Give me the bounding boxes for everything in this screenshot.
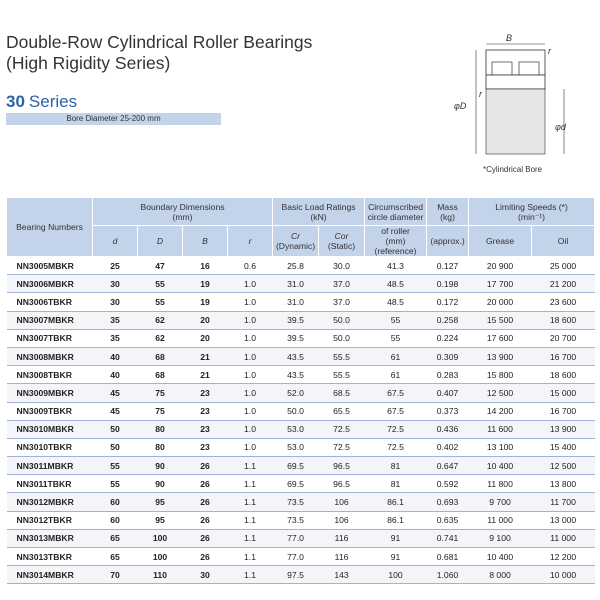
- cell-num: NN3008MBKR: [7, 347, 93, 365]
- col-boundary-dimensions: Boundary Dimensions (mm): [93, 198, 273, 226]
- cell-cr: 50.0: [273, 402, 319, 420]
- cell-B: 21: [183, 366, 228, 384]
- cell-cor: 50.0: [319, 329, 365, 347]
- cell-oil: 13 900: [532, 420, 595, 438]
- cell-grease: 11 000: [469, 511, 532, 529]
- cell-r: 1.1: [228, 511, 273, 529]
- cell-r: 1.0: [228, 402, 273, 420]
- cell-B: 16: [183, 257, 228, 275]
- cell-r: 1.1: [228, 457, 273, 475]
- cell-cor: 55.5: [319, 347, 365, 365]
- cell-B: 23: [183, 438, 228, 456]
- title-line-1: Double-Row Cylindrical Roller Bearings: [6, 32, 313, 52]
- table-row: [7, 548, 595, 566]
- table-row: [7, 311, 595, 329]
- cell-D: 100: [138, 529, 183, 547]
- cell-circ: 48.5: [365, 275, 427, 293]
- dimension-phid-label: φd: [555, 122, 566, 132]
- page-title: [6, 32, 312, 74]
- cell-grease: 11 600: [469, 420, 532, 438]
- cell-mass: 0.283: [427, 366, 469, 384]
- cell-grease: 11 800: [469, 475, 532, 493]
- cell-mass: 0.407: [427, 384, 469, 402]
- cell-D: 62: [138, 311, 183, 329]
- diagram-caption: *Cylindrical Bore: [483, 165, 543, 174]
- cell-r: 1.1: [228, 566, 273, 584]
- table-row: [7, 275, 595, 293]
- cell-cor: 37.0: [319, 275, 365, 293]
- cell-r: 1.0: [228, 329, 273, 347]
- table-row: [7, 257, 595, 275]
- cell-cr: 97.5: [273, 566, 319, 584]
- cell-mass: 0.402: [427, 438, 469, 456]
- cell-circ: 91: [365, 548, 427, 566]
- inner-ring-shaded: [486, 89, 545, 154]
- cell-oil: 11 700: [532, 493, 595, 511]
- cell-num: NN3006TBKR: [7, 293, 93, 311]
- cell-r: 1.1: [228, 475, 273, 493]
- cell-r: 1.0: [228, 347, 273, 365]
- cell-num: NN3010TBKR: [7, 438, 93, 456]
- cell-D: 80: [138, 438, 183, 456]
- cell-grease: 17 600: [469, 329, 532, 347]
- cell-num: NN3007TBKR: [7, 329, 93, 347]
- cell-grease: 13 900: [469, 347, 532, 365]
- col-circumscribed: Circumscribed circle diameter: [365, 198, 427, 226]
- cell-d: 40: [93, 366, 138, 384]
- specification-table: [6, 197, 595, 584]
- cell-mass: 0.693: [427, 493, 469, 511]
- table-row: [7, 511, 595, 529]
- cell-r: 1.0: [228, 420, 273, 438]
- col-mass-sub: (approx.): [427, 226, 469, 257]
- cell-circ: 55: [365, 311, 427, 329]
- table-row: [7, 329, 595, 347]
- cell-D: 90: [138, 475, 183, 493]
- cell-oil: 23 600: [532, 293, 595, 311]
- cell-B: 19: [183, 293, 228, 311]
- cell-cor: 96.5: [319, 475, 365, 493]
- cell-D: 95: [138, 511, 183, 529]
- cell-d: 65: [93, 548, 138, 566]
- cell-cr: 39.5: [273, 329, 319, 347]
- cell-mass: 0.258: [427, 311, 469, 329]
- cell-cor: 106: [319, 511, 365, 529]
- cell-cor: 50.0: [319, 311, 365, 329]
- cell-r: 1.1: [228, 529, 273, 547]
- cell-num: NN3009MBKR: [7, 384, 93, 402]
- cell-oil: 10 000: [532, 566, 595, 584]
- cell-circ: 81: [365, 475, 427, 493]
- cell-mass: 0.741: [427, 529, 469, 547]
- cell-B: 26: [183, 493, 228, 511]
- cell-cr: 31.0: [273, 275, 319, 293]
- cell-cr: 69.5: [273, 457, 319, 475]
- cell-grease: 10 400: [469, 548, 532, 566]
- col-oil: Oil: [532, 226, 595, 257]
- cell-oil: 13 000: [532, 511, 595, 529]
- cell-mass: 1.060: [427, 566, 469, 584]
- cell-num: NN3014MBKR: [7, 566, 93, 584]
- cell-d: 40: [93, 347, 138, 365]
- cell-oil: 18 600: [532, 311, 595, 329]
- cell-oil: 13 800: [532, 475, 595, 493]
- cell-cor: 143: [319, 566, 365, 584]
- cell-D: 90: [138, 457, 183, 475]
- cell-grease: 9 100: [469, 529, 532, 547]
- cell-mass: 0.373: [427, 402, 469, 420]
- cell-r: 1.0: [228, 438, 273, 456]
- col-mass: Mass (kg): [427, 198, 469, 226]
- cell-cor: 106: [319, 493, 365, 511]
- cell-r: 1.0: [228, 293, 273, 311]
- table-row: [7, 529, 595, 547]
- cell-cr: 43.5: [273, 366, 319, 384]
- col-basic-load-ratings: Basic Load Ratings (kN): [273, 198, 365, 226]
- cell-grease: 12 500: [469, 384, 532, 402]
- cell-D: 68: [138, 366, 183, 384]
- cell-num: NN3005MBKR: [7, 257, 93, 275]
- cell-grease: 8 000: [469, 566, 532, 584]
- cell-D: 68: [138, 347, 183, 365]
- cell-oil: 18 600: [532, 366, 595, 384]
- cell-cr: 52.0: [273, 384, 319, 402]
- cell-circ: 72.5: [365, 420, 427, 438]
- table-body: [7, 257, 595, 584]
- cell-num: NN3013MBKR: [7, 529, 93, 547]
- table-row: [7, 475, 595, 493]
- cell-D: 95: [138, 493, 183, 511]
- table-row: [7, 493, 595, 511]
- cell-D: 55: [138, 293, 183, 311]
- col-limiting-speeds: Limiting Speeds (*) (min⁻¹): [469, 198, 595, 226]
- cell-d: 60: [93, 493, 138, 511]
- col-circ-sub: of roller (mm) (reference): [365, 226, 427, 257]
- col-cor: Cor (Static): [319, 226, 365, 257]
- cell-circ: 67.5: [365, 384, 427, 402]
- cell-cor: 96.5: [319, 457, 365, 475]
- cell-B: 26: [183, 548, 228, 566]
- col-D: D: [138, 226, 183, 257]
- cell-D: 55: [138, 275, 183, 293]
- cell-mass: 0.681: [427, 548, 469, 566]
- cell-B: 21: [183, 347, 228, 365]
- cell-oil: 12 200: [532, 548, 595, 566]
- cell-circ: 61: [365, 366, 427, 384]
- cell-d: 25: [93, 257, 138, 275]
- cell-oil: 25 000: [532, 257, 595, 275]
- table-row: [7, 366, 595, 384]
- cell-d: 50: [93, 438, 138, 456]
- cell-d: 60: [93, 511, 138, 529]
- cell-B: 20: [183, 311, 228, 329]
- cell-num: NN3011TBKR: [7, 475, 93, 493]
- col-cr: Cr (Dynamic): [273, 226, 319, 257]
- cell-d: 65: [93, 529, 138, 547]
- cell-d: 45: [93, 402, 138, 420]
- cell-cr: 53.0: [273, 420, 319, 438]
- cell-cr: 31.0: [273, 293, 319, 311]
- table-row: [7, 566, 595, 584]
- cell-grease: 9 700: [469, 493, 532, 511]
- dimension-r-top-label: r: [548, 46, 551, 56]
- cell-D: 47: [138, 257, 183, 275]
- cell-D: 62: [138, 329, 183, 347]
- cell-oil: 16 700: [532, 402, 595, 420]
- dimension-B-label: B: [506, 33, 513, 43]
- title-line-2: (High Rigidity Series): [6, 53, 171, 73]
- cell-B: 26: [183, 529, 228, 547]
- cell-circ: 55: [365, 329, 427, 347]
- cell-cr: 77.0: [273, 529, 319, 547]
- col-r: r: [228, 226, 273, 257]
- cell-d: 45: [93, 384, 138, 402]
- cell-grease: 15 500: [469, 311, 532, 329]
- cell-num: NN3010MBKR: [7, 420, 93, 438]
- table-row: [7, 384, 595, 402]
- table-row: [7, 402, 595, 420]
- cell-grease: 15 800: [469, 366, 532, 384]
- cell-cor: 37.0: [319, 293, 365, 311]
- cell-r: 1.0: [228, 311, 273, 329]
- cell-r: 1.0: [228, 384, 273, 402]
- cell-mass: 0.592: [427, 475, 469, 493]
- table-row: [7, 438, 595, 456]
- cell-oil: 11 000: [532, 529, 595, 547]
- cell-r: 1.1: [228, 493, 273, 511]
- cell-mass: 0.172: [427, 293, 469, 311]
- cell-num: NN3007MBKR: [7, 311, 93, 329]
- cell-r: 1.1: [228, 548, 273, 566]
- cell-mass: 0.635: [427, 511, 469, 529]
- cell-oil: 15 000: [532, 384, 595, 402]
- cell-d: 70: [93, 566, 138, 584]
- cell-D: 80: [138, 420, 183, 438]
- table-row: [7, 457, 595, 475]
- cell-num: NN3006MBKR: [7, 275, 93, 293]
- cell-D: 110: [138, 566, 183, 584]
- cell-r: 1.0: [228, 366, 273, 384]
- dimension-r-mid-label: r: [479, 89, 482, 99]
- cell-cr: 77.0: [273, 548, 319, 566]
- cell-circ: 48.5: [365, 293, 427, 311]
- cell-D: 75: [138, 402, 183, 420]
- cell-mass: 0.198: [427, 275, 469, 293]
- cell-num: NN3012TBKR: [7, 511, 93, 529]
- cell-d: 35: [93, 311, 138, 329]
- cell-circ: 86.1: [365, 511, 427, 529]
- col-B: B: [183, 226, 228, 257]
- cell-mass: 0.309: [427, 347, 469, 365]
- cell-B: 30: [183, 566, 228, 584]
- roller-1: [492, 62, 512, 75]
- cell-circ: 61: [365, 347, 427, 365]
- roller-2: [519, 62, 539, 75]
- cell-d: 50: [93, 420, 138, 438]
- cell-grease: 20 000: [469, 293, 532, 311]
- cell-B: 23: [183, 420, 228, 438]
- cell-cr: 73.5: [273, 511, 319, 529]
- cell-d: 30: [93, 293, 138, 311]
- cell-oil: 12 500: [532, 457, 595, 475]
- series-label: Series: [28, 92, 78, 111]
- cell-circ: 81: [365, 457, 427, 475]
- cell-B: 23: [183, 402, 228, 420]
- cell-circ: 72.5: [365, 438, 427, 456]
- cell-num: NN3011MBKR: [7, 457, 93, 475]
- cell-num: NN3009TBKR: [7, 402, 93, 420]
- cell-oil: 20 700: [532, 329, 595, 347]
- cell-B: 19: [183, 275, 228, 293]
- cell-grease: 10 400: [469, 457, 532, 475]
- cell-B: 20: [183, 329, 228, 347]
- cell-circ: 91: [365, 529, 427, 547]
- cell-d: 35: [93, 329, 138, 347]
- cell-num: NN3012MBKR: [7, 493, 93, 511]
- bore-range-bar: Bore Diameter 25-200 mm: [6, 113, 221, 125]
- cell-cr: 69.5: [273, 475, 319, 493]
- cell-grease: 13 100: [469, 438, 532, 456]
- cell-oil: 21 200: [532, 275, 595, 293]
- cell-oil: 16 700: [532, 347, 595, 365]
- dimension-phiD-label: φD: [454, 101, 467, 111]
- cell-D: 100: [138, 548, 183, 566]
- table-row: [7, 420, 595, 438]
- cell-circ: 67.5: [365, 402, 427, 420]
- cell-B: 26: [183, 457, 228, 475]
- cell-cor: 65.5: [319, 402, 365, 420]
- cell-circ: 41.3: [365, 257, 427, 275]
- cell-cor: 72.5: [319, 420, 365, 438]
- cell-cr: 25.8: [273, 257, 319, 275]
- cell-cor: 30.0: [319, 257, 365, 275]
- table-row: [7, 347, 595, 365]
- cell-cor: 116: [319, 548, 365, 566]
- cell-mass: 0.647: [427, 457, 469, 475]
- cell-cor: 72.5: [319, 438, 365, 456]
- cell-d: 30: [93, 275, 138, 293]
- cell-mass: 0.224: [427, 329, 469, 347]
- cell-num: NN3013TBKR: [7, 548, 93, 566]
- cell-grease: 17 700: [469, 275, 532, 293]
- col-grease: Grease: [469, 226, 532, 257]
- cell-B: 26: [183, 475, 228, 493]
- col-bearing-numbers: Bearing Numbers: [7, 198, 93, 257]
- cell-cr: 43.5: [273, 347, 319, 365]
- cell-B: 23: [183, 384, 228, 402]
- cell-mass: 0.127: [427, 257, 469, 275]
- cell-cor: 68.5: [319, 384, 365, 402]
- cell-cr: 53.0: [273, 438, 319, 456]
- cell-cor: 116: [319, 529, 365, 547]
- cell-mass: 0.436: [427, 420, 469, 438]
- cell-grease: 14 200: [469, 402, 532, 420]
- bearing-cross-section-diagram: [452, 32, 592, 182]
- cell-r: 0.6: [228, 257, 273, 275]
- cell-cr: 39.5: [273, 311, 319, 329]
- cell-d: 55: [93, 475, 138, 493]
- col-d: d: [93, 226, 138, 257]
- cell-cr: 73.5: [273, 493, 319, 511]
- cell-circ: 86.1: [365, 493, 427, 511]
- cell-r: 1.0: [228, 275, 273, 293]
- inner-ring: [486, 75, 545, 89]
- cell-D: 75: [138, 384, 183, 402]
- series-number: 30: [6, 92, 25, 111]
- cell-d: 55: [93, 457, 138, 475]
- cell-grease: 20 900: [469, 257, 532, 275]
- cell-B: 26: [183, 511, 228, 529]
- cell-oil: 15 400: [532, 438, 595, 456]
- series-heading: [6, 92, 77, 112]
- cell-num: NN3008TBKR: [7, 366, 93, 384]
- cell-cor: 55.5: [319, 366, 365, 384]
- table-row: [7, 293, 595, 311]
- cell-circ: 100: [365, 566, 427, 584]
